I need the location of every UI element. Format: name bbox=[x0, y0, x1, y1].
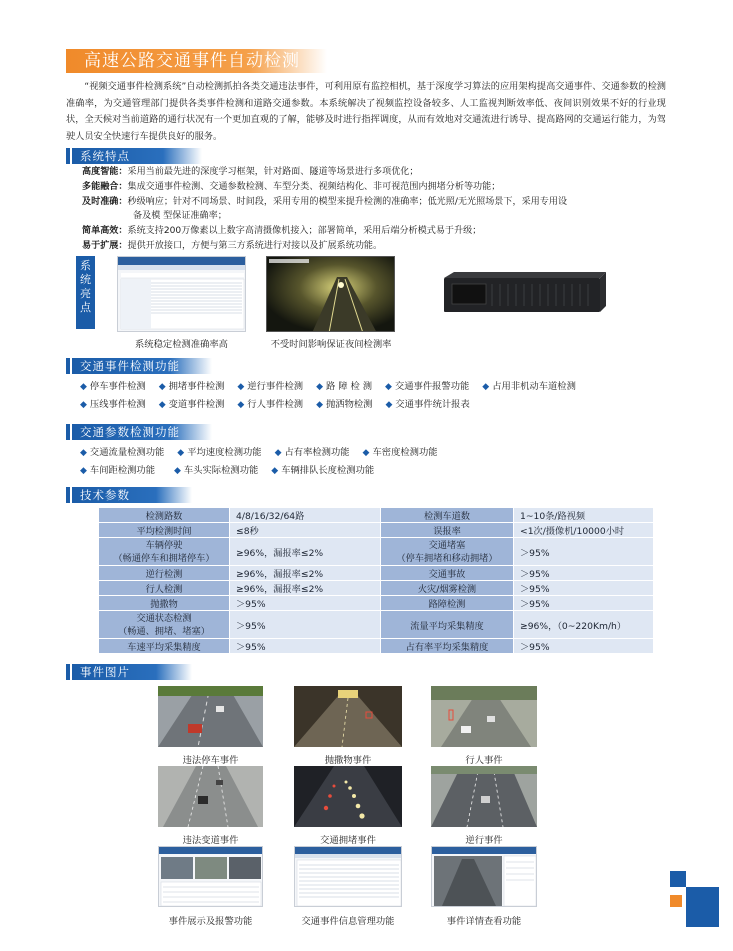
caption-illegal-parking: 违法停车事件 bbox=[182, 755, 239, 766]
event-item: ◆ 路 障 检 测 bbox=[316, 381, 373, 392]
feature-item: 高度智能： 采用当前最先进的深度学习框架，针对路面、隧道等场景进行多项优化； bbox=[82, 167, 419, 177]
features-list bbox=[82, 165, 662, 254]
param-row-2 bbox=[80, 462, 680, 480]
param-name: 交通事故 bbox=[381, 566, 514, 581]
diamond-icon: ◆ bbox=[385, 382, 392, 392]
param-name: 路障检测 bbox=[381, 596, 514, 611]
event-item: ◆ 逆行事件检测 bbox=[237, 381, 304, 392]
software-photo-event-display bbox=[158, 846, 263, 907]
software-photo-event-detail bbox=[431, 846, 537, 907]
param-value: ＞95% bbox=[514, 596, 654, 611]
corner-decoration-small bbox=[670, 871, 686, 887]
management-ui-picture bbox=[295, 847, 402, 907]
param-value: ＞95% bbox=[514, 538, 654, 566]
diamond-icon: ◆ bbox=[177, 448, 185, 458]
highway-day-picture bbox=[158, 686, 263, 747]
feature-item-continued: 备及模 型保证准确率； bbox=[133, 211, 227, 222]
param-name: 占有率平均采集精度 bbox=[381, 639, 514, 654]
param-item: ◆ 车间距检测功能 bbox=[80, 465, 156, 476]
param-item: ◆ 车头实际检测功能 bbox=[173, 465, 259, 476]
night-camera-image bbox=[266, 256, 395, 332]
event-item: ◆ 变道事件检测 bbox=[158, 399, 225, 410]
tech-param-table bbox=[98, 507, 654, 654]
param-item: ◆ 车密度检测功能 bbox=[362, 447, 438, 458]
param-item: ◆ 平均速度检测功能 bbox=[177, 447, 262, 458]
diamond-icon: ◆ bbox=[316, 400, 323, 410]
table-row bbox=[99, 566, 654, 581]
diamond-icon: ◆ bbox=[274, 448, 282, 458]
feature-item: 及时准确： 秒级响应；针对不同场景、时间段，采用专用的模型来提升检测的准确率；低光照/无光照场景下，采用专用设 bbox=[82, 196, 568, 207]
param-name: 检测车道数 bbox=[381, 508, 514, 523]
event-item: ◆ 停车事件检测 bbox=[80, 381, 146, 392]
param-name: 行人检测 bbox=[99, 581, 230, 596]
highway-pedestrian-picture bbox=[431, 686, 537, 747]
diamond-icon: ◆ bbox=[316, 382, 323, 392]
section-title-param-detection: 交通参数检测功能 bbox=[72, 424, 212, 440]
table-row bbox=[99, 639, 654, 654]
caption-stable-detection: 系统稳定检测准确率高 bbox=[135, 339, 228, 350]
param-value: 4/8/16/32/64路 bbox=[230, 508, 381, 523]
event-item: ◆ 行人事件检测 bbox=[237, 399, 304, 410]
param-value: <1次/摄像机/10000小时 bbox=[514, 523, 654, 538]
event-photo-pedestrian bbox=[431, 686, 537, 747]
software-photo-info-management bbox=[294, 846, 402, 907]
param-name: 交通状态检测 （畅通、拥堵、堵塞） bbox=[99, 611, 230, 639]
diamond-icon: ◆ bbox=[271, 466, 279, 476]
table-row bbox=[99, 508, 654, 523]
highway-wrong-way-picture bbox=[431, 766, 537, 827]
corner-decoration-large bbox=[686, 887, 719, 927]
param-value: ≥96%，漏报率≤2% bbox=[230, 566, 381, 581]
param-row-1 bbox=[80, 444, 680, 462]
param-value: ＞95% bbox=[514, 566, 654, 581]
param-name: 车辆停驶 （畅通停车和拥堵停车） bbox=[99, 538, 230, 566]
server-device-image bbox=[440, 272, 610, 314]
event-item: ◆ 交通事件统计报表 bbox=[385, 399, 470, 410]
param-name: 抛撒物 bbox=[99, 596, 230, 611]
diamond-icon: ◆ bbox=[237, 382, 245, 392]
diamond-icon: ◆ bbox=[362, 448, 370, 458]
param-item: ◆ 车辆排队长度检测功能 bbox=[271, 465, 375, 476]
diamond-icon: ◆ bbox=[158, 400, 166, 410]
table-row bbox=[99, 596, 654, 611]
caption-wrong-way: 逆行事件 bbox=[465, 835, 503, 846]
event-photo-illegal-lane-change bbox=[158, 766, 263, 827]
param-name: 车速平均采集精度 bbox=[99, 639, 230, 654]
caption-night-detection: 不受时间影响保证夜间检测率 bbox=[270, 339, 392, 350]
event-photo-wrong-way bbox=[431, 766, 537, 827]
param-function-list bbox=[80, 444, 680, 480]
event-item: ◆ 占用非机动车道检测 bbox=[482, 381, 576, 392]
diamond-icon: ◆ bbox=[158, 382, 166, 392]
param-name: 交通堵塞 （停车拥堵和移动拥堵） bbox=[381, 538, 514, 566]
feature-item: 多能融合： 集成交通事件检测、交通参数检测、车型分类、视频结构化、非可视范围内拥堵分析等功能； bbox=[82, 181, 501, 192]
event-function-list bbox=[80, 378, 680, 414]
param-name: 火灾/烟雾检测 bbox=[381, 581, 514, 596]
night-congestion-picture bbox=[294, 766, 402, 827]
detail-ui-picture bbox=[432, 847, 537, 907]
intro-paragraph: “视频交通事件检测系统”自动检测抓拍各类交通违法事件，可利用原有监控相机，基于深度学习算法的应用架构提高交通事件、交通参数的检测准确率，为交通管理部门提供各类事件检测和道路交通参数。本系统解决了视频监控设备较多、人工监视判断效率低、夜间识别效果不好的行业现状，全天候对当前道路的通行状况有一个更加直观的了解，能够及时进行指挥调度，从而有效地对交通流进行诱导、提高路网的交通运行能力，为驾驶人员安全快速行车提供良好的服务。 bbox=[66, 81, 666, 142]
caption-event-display: 事件展示及报警功能 bbox=[168, 916, 253, 927]
server-box-picture bbox=[440, 272, 610, 314]
section-title-event-images: 事件图片 bbox=[72, 664, 192, 680]
diamond-icon: ◆ bbox=[173, 466, 181, 476]
param-name: 平均检测时间 bbox=[99, 523, 230, 538]
feature-item: 简单高效： 系统支持200万像素以上数字高清摄像机接入；部署简单，采用后端分析模式易于升级； bbox=[82, 226, 482, 237]
table-row bbox=[99, 581, 654, 596]
highway-lanes-picture bbox=[158, 766, 263, 827]
diamond-icon: ◆ bbox=[385, 400, 393, 410]
table-row bbox=[99, 611, 654, 639]
diamond-icon: ◆ bbox=[80, 448, 87, 458]
page-title: 高速公路交通事件自动检测 bbox=[66, 49, 327, 73]
event-item: ◆ 压线事件检测 bbox=[80, 399, 146, 410]
event-item: ◆ 交通事件报警功能 bbox=[385, 381, 470, 392]
diamond-icon: ◆ bbox=[80, 382, 87, 392]
param-item: ◆ 交通流量检测功能 bbox=[80, 447, 165, 458]
table-row bbox=[99, 538, 654, 566]
param-name: 检测路数 bbox=[99, 508, 230, 523]
param-value: ≥96%，漏报率≤2% bbox=[230, 581, 381, 596]
param-value: ≥96%，（0~220Km/h） bbox=[514, 611, 654, 639]
caption-congestion: 交通拥堵事件 bbox=[320, 835, 376, 846]
param-value: ≥96%，漏报率≤2% bbox=[230, 538, 381, 566]
event-photo-congestion bbox=[294, 766, 402, 827]
event-item: ◆ 抛洒物检测 bbox=[316, 399, 373, 410]
param-name: 逆行检测 bbox=[99, 566, 230, 581]
night-road-picture bbox=[267, 257, 395, 332]
software-ui-mockup bbox=[118, 257, 246, 332]
feature-item: 易于扩展： 提供开放接口，方便与第三方系统进行对接以及扩展系统功能。 bbox=[82, 240, 383, 251]
alarm-ui-picture bbox=[159, 847, 263, 907]
param-value: ≤8秒 bbox=[230, 523, 381, 538]
caption-event-detail: 事件详情查看功能 bbox=[446, 916, 522, 927]
event-row-2 bbox=[80, 396, 680, 414]
param-value: ＞95% bbox=[230, 611, 381, 639]
diamond-icon: ◆ bbox=[482, 382, 490, 392]
software-screenshot bbox=[117, 256, 246, 332]
param-value: ＞95% bbox=[514, 581, 654, 596]
param-value: ＞95% bbox=[230, 639, 381, 654]
caption-illegal-lane-change: 违法变道事件 bbox=[182, 835, 239, 846]
param-value: ＞95% bbox=[514, 639, 654, 654]
param-name: 流量平均采集精度 bbox=[381, 611, 514, 639]
section-title-tech-params: 技术参数 bbox=[72, 487, 192, 503]
param-value: ＞95% bbox=[230, 596, 381, 611]
corner-decoration-orange bbox=[670, 895, 682, 907]
event-item: ◆ 拥堵事件检测 bbox=[158, 381, 225, 392]
diamond-icon: ◆ bbox=[80, 400, 87, 410]
param-item: ◆ 占有率检测功能 bbox=[274, 447, 350, 458]
event-photo-illegal-parking bbox=[158, 686, 263, 747]
system-highlight-label: 系统亮点 bbox=[76, 256, 95, 329]
param-value: 1~10条/路视频 bbox=[514, 508, 654, 523]
caption-info-management: 交通事件信息管理功能 bbox=[301, 916, 395, 927]
diamond-icon: ◆ bbox=[237, 400, 245, 410]
diamond-icon: ◆ bbox=[80, 466, 87, 476]
caption-pedestrian: 行人事件 bbox=[465, 755, 503, 766]
section-title-event-detection: 交通事件检测功能 bbox=[72, 358, 212, 374]
table-row bbox=[99, 523, 654, 538]
section-title-features: 系统特点 bbox=[72, 148, 202, 164]
param-name: 误报率 bbox=[381, 523, 514, 538]
event-photo-debris bbox=[294, 686, 402, 747]
event-row-1 bbox=[80, 378, 680, 396]
caption-debris: 抛撒物事件 bbox=[324, 755, 372, 766]
tunnel-picture bbox=[294, 686, 402, 747]
